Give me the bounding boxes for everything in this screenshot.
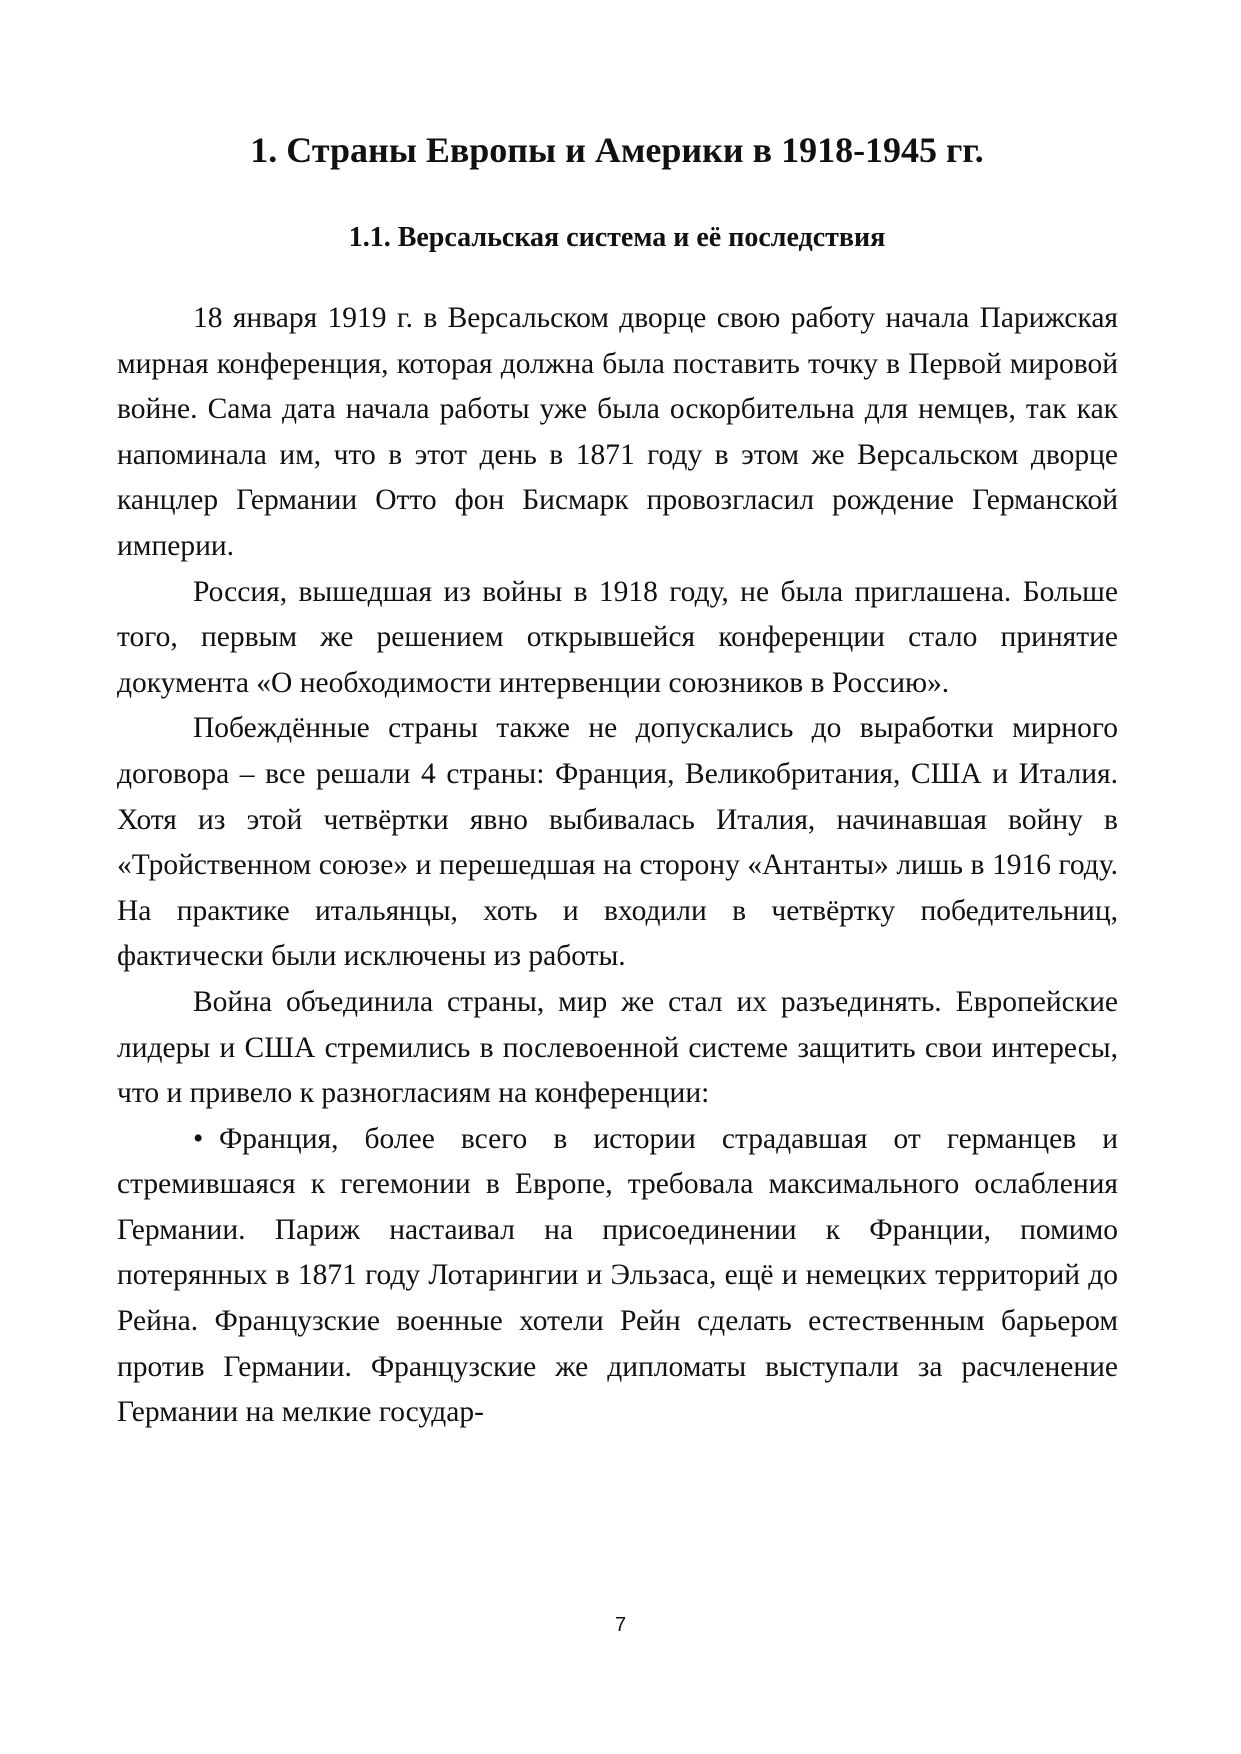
section-title: 1.1. Версальская система и её последствия bbox=[348, 222, 886, 253]
paragraph: 18 января 1919 г. в Версальском дворце свою работу начала Парижская мирная конференция, которая должна была поставить точку в Первой мировой войне. Сама дата начала работы уже была оскорбительна для немцев, так как напоминала им, что в этот день в 1871 году в этом же Версальском дворце канцлер Германии Отто фон Бисмарк провозгласил рождение Германской империи. bbox=[117, 302, 1118, 562]
paragraph: Россия, вышедшая из войны в 1918 году, не была приглашена. Больше того, первым же решением открывшейся конференции стало принятие документа «О необходимости интервенции союзников в Россию». bbox=[117, 575, 1118, 699]
chapter-title: 1. Страны Европы и Америки в 1918-1945 гг. bbox=[250, 130, 984, 170]
page-number: 7 bbox=[614, 1614, 627, 1636]
paragraph: Война объединила страны, мир же стал их разъединять. Европейские лидеры и США стремились в послевоенной системе защитить свои интересы, что и привело к разногласиям на конференции: bbox=[117, 985, 1118, 1110]
bullet-icon: • bbox=[193, 1122, 204, 1155]
bullet-paragraph bbox=[117, 1117, 1118, 1436]
bullet-text: Франция, более всего в истории страдавшая от германцев и стремившаяся к гегемонии в Европе, требовала максимального ослабления Германии. Париж настаивал на присоединении к Франции, помимо потерянных в 1871 году Лотарингии и Эльзаса, ещё и немецких территорий до Рейна. Французские военные хотели Рейн сделать естественным барьером против Германии. Французские же дипломаты выступали за расчленение Германии на мелкие государ- bbox=[117, 1122, 1118, 1429]
body-text bbox=[117, 296, 1118, 1436]
paragraph: Побеждённые страны также не допускались до выработки мирного договора – все решали 4 страны: Франция, Великобритания, США и Италия. Хотя из этой четвёртки явно выбивалась Италия, начинавшая войну в «Тройственном союзе» и перешедшая на сторону «Антанты» лишь в 1916 году. На практике итальянцы, хоть и входили в четвёртку победительниц, фактически были исключены из работы. bbox=[117, 712, 1118, 973]
